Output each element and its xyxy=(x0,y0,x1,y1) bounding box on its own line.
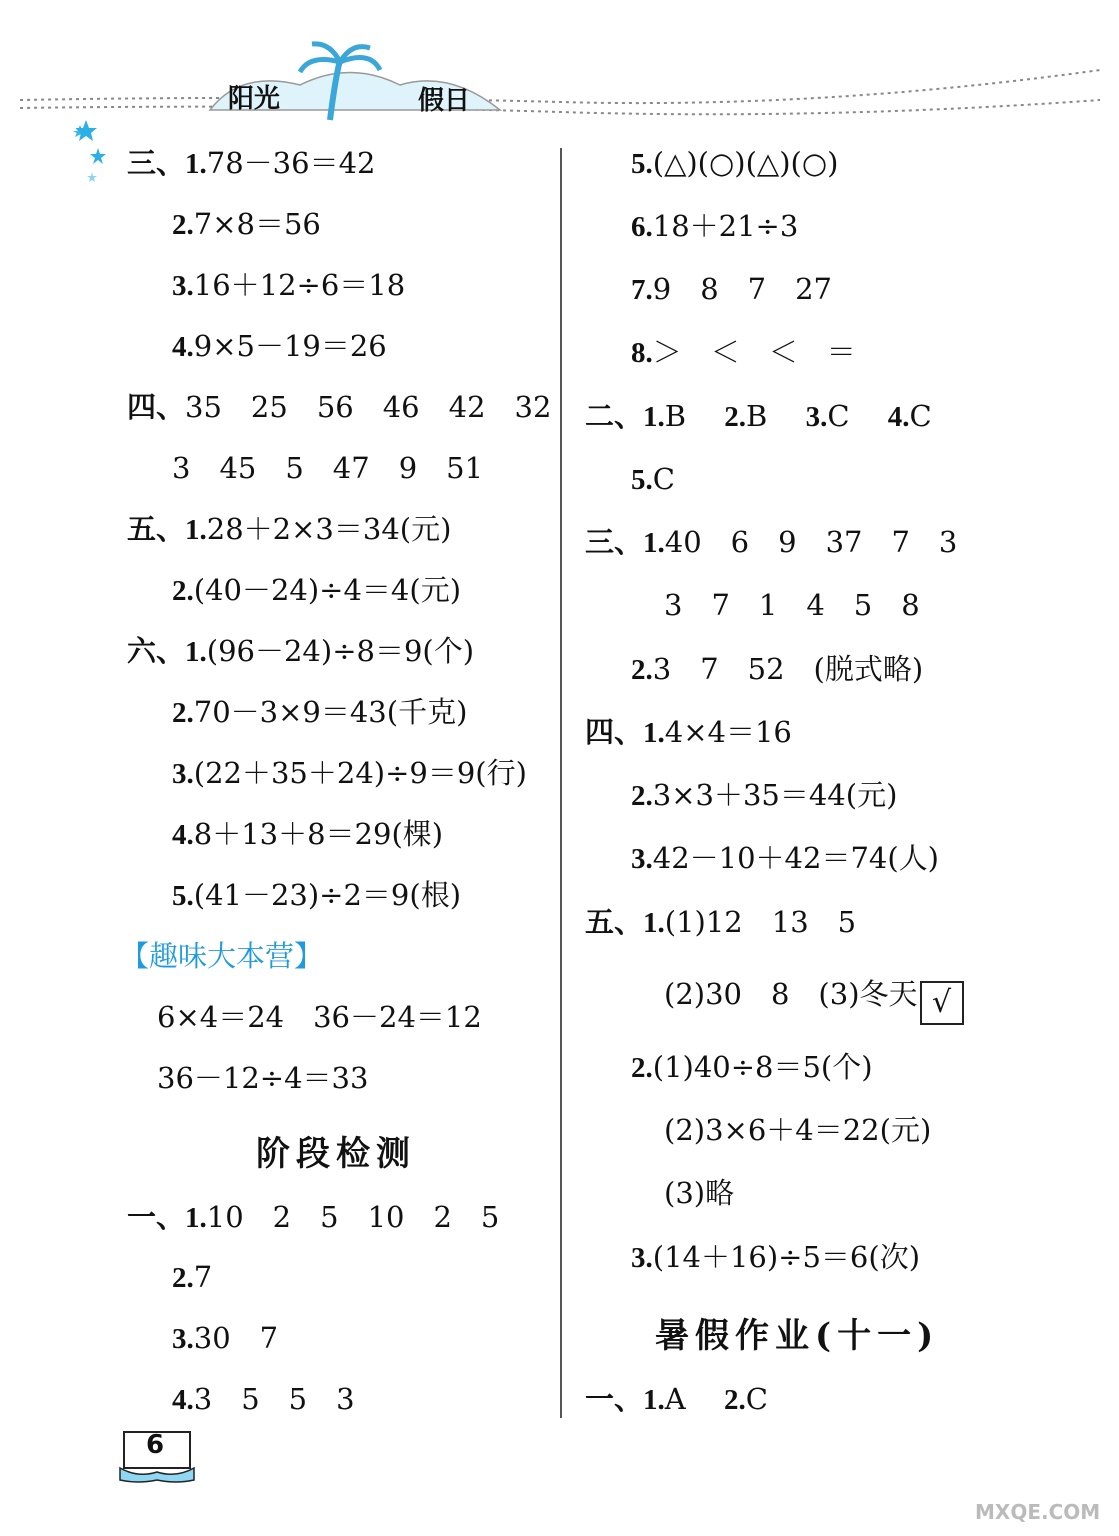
fun-section-title: 【趣味大本营】 xyxy=(120,939,324,973)
page-number: 6 xyxy=(146,1430,165,1460)
answer-line: 3 45 5 47 9 51 xyxy=(172,451,484,485)
answer-line: 3.(22＋35＋24)÷9＝9(行) xyxy=(172,756,527,790)
answer-line: 2.7×8＝56 xyxy=(172,207,321,241)
answer-line: 五、1.28＋2×3＝34(元) xyxy=(127,512,452,546)
answer-line: (2)30 8 (3)冬天 √ xyxy=(664,976,964,1025)
answer-line: 2.7 xyxy=(172,1260,213,1294)
answer-line: 2.(40－24)÷4＝4(元) xyxy=(172,573,462,607)
answer-line: (3)略 xyxy=(664,1176,735,1210)
stage-test-title: 阶段检测 xyxy=(256,1134,416,1174)
answer-line: 3.16＋12÷6＝18 xyxy=(172,268,406,302)
answer-line: 3.30 7 xyxy=(172,1321,279,1355)
answer-line: 三、1.78－36＝42 xyxy=(127,146,376,180)
logo-left: 阳光 xyxy=(228,84,281,114)
column-divider xyxy=(560,148,562,1418)
header-decoration xyxy=(0,40,1119,140)
watermark: MXQE.COM xyxy=(975,1500,1101,1524)
answer-line: 2.3×3＋35＝44(元) xyxy=(631,778,898,812)
answer-line: 三、1.40 6 9 37 7 3 xyxy=(585,525,958,559)
answer-line: 6.18＋21÷3 xyxy=(631,209,799,243)
answer-line: 3.(14＋16)÷5＝6(次) xyxy=(631,1240,921,1274)
answer-line: 2.(1)40÷8＝5(个) xyxy=(631,1050,873,1084)
answer-line: 2.70－3×9＝43(千克) xyxy=(172,695,468,729)
fun-line-2: 36－12÷4＝33 xyxy=(157,1061,369,1095)
fun-line-1: 6×4＝24 36－24＝12 xyxy=(157,1000,482,1034)
summer-homework-title: 暑假作业(十一) xyxy=(655,1316,940,1356)
answer-line: (2)3×6＋4＝22(元) xyxy=(664,1113,932,1147)
answer-line: 五、1.(1)12 13 5 xyxy=(585,905,857,939)
answer-line: 5.(41－23)÷2＝9(根) xyxy=(172,878,462,912)
answer-line: 5.C xyxy=(631,462,675,496)
answer-line: 2.3 7 52 (脱式略) xyxy=(631,652,924,686)
answer-line: 六、1.(96－24)÷8＝9(个) xyxy=(127,634,475,668)
star-icon xyxy=(76,120,106,190)
logo-right: 假日 xyxy=(418,86,471,116)
answer-line: 8.＞ ＜ ＜ ＝ xyxy=(631,335,856,369)
answer-line: 4.9×5－19＝26 xyxy=(172,329,387,363)
answer-line: 一、1.A 2.C xyxy=(585,1382,768,1416)
answer-line: 四、35 25 56 46 42 32 xyxy=(127,390,552,424)
answer-line: 3 7 1 4 5 8 xyxy=(664,588,920,622)
check-box: √ xyxy=(920,981,964,1025)
answer-line: 4.3 5 5 3 xyxy=(172,1382,355,1416)
answer-line: 4.8＋13＋8＝29(棵) xyxy=(172,817,444,851)
answer-line: 四、1.4×4＝16 xyxy=(585,715,792,749)
answer-line: 二、1.B 2.B 3.C 4.C xyxy=(585,399,932,433)
answer-line: 5.(△)(○)(△)(○) xyxy=(631,146,839,180)
answer-line: 3.42－10＋42＝74(人) xyxy=(631,841,939,875)
answer-line: 7.9 8 7 27 xyxy=(631,272,833,306)
answer-line: 一、1.10 2 5 10 2 5 xyxy=(127,1200,500,1234)
